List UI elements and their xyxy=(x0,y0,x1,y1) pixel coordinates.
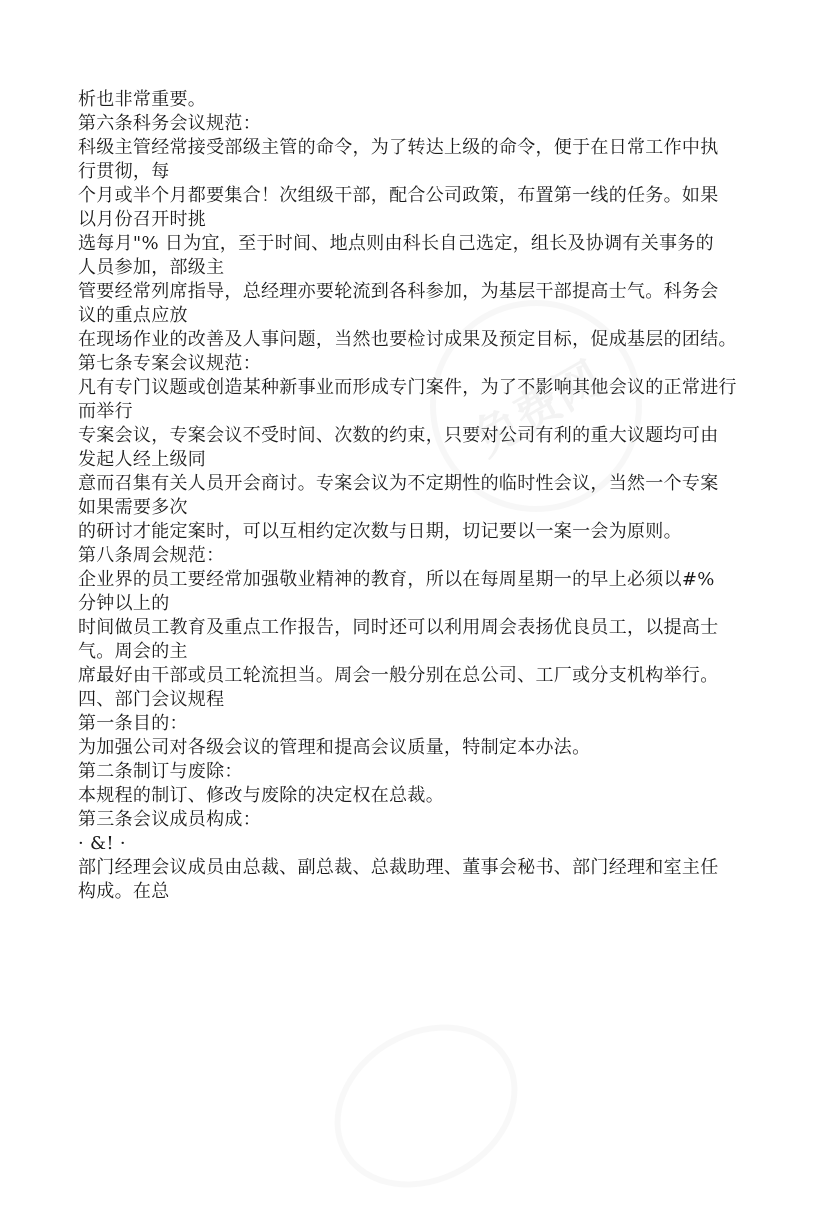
text-line: 分钟以上的 xyxy=(78,593,170,614)
text-line: 以月份召开时挑 xyxy=(78,209,207,230)
text-line: 个月或半个月都要集合！次组级干部，配合公司政策，布置第一线的任务。如果 xyxy=(78,185,719,206)
section-heading: 第三条会议成员构成： xyxy=(78,809,261,830)
text-line: 为加强公司对各级会议的管理和提高会议质量，特制定本办法。 xyxy=(78,737,591,758)
document-body xyxy=(78,88,758,904)
text-line: 凡有专门议题或创造某种新事业而形成专门案件，为了不影响其他会议的正常进行 xyxy=(78,377,737,398)
text-line: 议的重点应放 xyxy=(78,305,188,326)
section-heading: 第二条制订与废除： xyxy=(78,761,243,782)
section-heading: 第一条目的： xyxy=(78,713,188,734)
text-line: 席最好由干部或员工轮流担当。周会一般分别在总公司、工厂或分支机构举行。 xyxy=(78,665,719,686)
chapter-heading: 四、部门会议规程 xyxy=(78,689,225,710)
text-line: 企业界的员工要经常加强敬业精神的教育，所以在每周星期一的早上必须以#% xyxy=(78,569,715,590)
text-line: 在现场作业的改善及人事问题，当然也要检讨成果及预定目标，促成基层的团结。 xyxy=(78,329,737,350)
text-line: 本规程的制订、修改与废除的决定权在总裁。 xyxy=(78,785,444,806)
text-line: 构成。在总 xyxy=(78,881,170,902)
watermark-text: 免费网 xyxy=(464,350,611,467)
watermark-stamp-bottom xyxy=(305,992,547,1220)
text-line: 选每月"% 日为宜，至于时间、地点则由科长自己选定，组长及协调有关事务的 xyxy=(78,233,714,254)
text-line: 人员参加，部级主 xyxy=(78,257,225,278)
section-heading: 第六条科务会议规范： xyxy=(78,113,261,134)
text-line: 部门经理会议成员由总裁、副总裁、总裁助理、董事会秘书、部门经理和室主任 xyxy=(78,857,719,878)
text-line: 气。周会的主 xyxy=(78,641,188,662)
text-line: 时间做员工教育及重点工作报告，同时还可以利用周会表扬优良员工，以提高士 xyxy=(78,617,719,638)
text-line: 而举行 xyxy=(78,401,133,422)
text-line: 行贯彻，每 xyxy=(78,161,170,182)
text-line: 如果需要多次 xyxy=(78,497,188,518)
text-line: 专案会议，专案会议不受时间、次数的约束，只要对公司有利的重大议题均可由 xyxy=(78,425,719,446)
text-line: 发起人经上级同 xyxy=(78,449,207,470)
text-line: 析也非常重要。 xyxy=(78,89,207,110)
text-line: · &! · xyxy=(78,833,126,854)
section-heading: 第八条周会规范： xyxy=(78,545,225,566)
text-line: 管要经常列席指导，总经理亦要轮流到各科参加，为基层干部提高士气。科务会 xyxy=(78,281,719,302)
text-line: 科级主管经常接受部级主管的命令，为了转达上级的命令，便于在日常工作中执 xyxy=(78,137,719,158)
section-heading: 第七条专案会议规范： xyxy=(78,353,261,374)
text-line: 意而召集有关人员开会商讨。专案会议为不定期性的临时性会议，当然一个专案 xyxy=(78,473,719,494)
text-line: 的研讨才能定案时，可以互相约定次数与日期，切记要以一案一会为原则。 xyxy=(78,521,682,542)
